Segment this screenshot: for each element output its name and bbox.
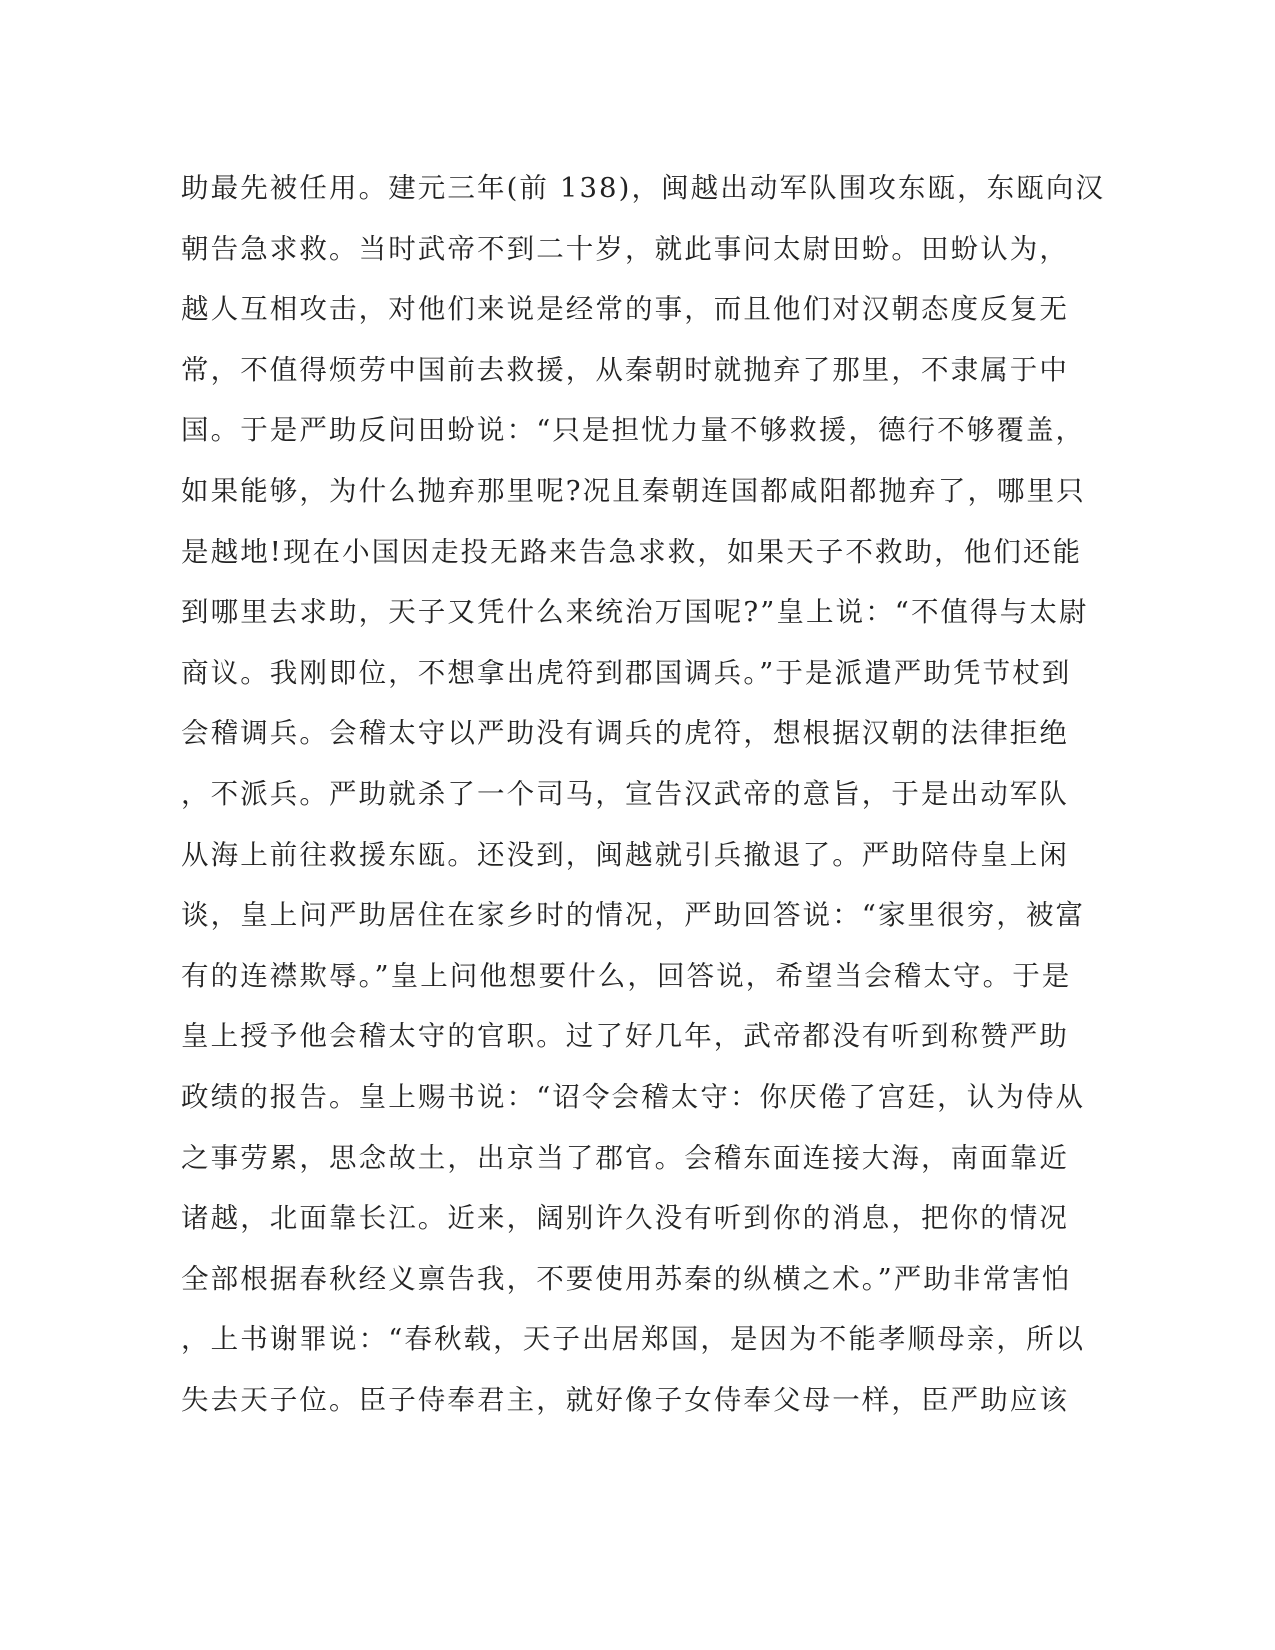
- text-line-4: 常，不值得烦劳中国前去救援，从秦朝时就抛弃了那里，不隶属于中: [181, 353, 1069, 386]
- text-line-10: 会稽调兵。会稽太守以严助没有调兵的虎符，想根据汉朝的法律拒绝: [181, 717, 1069, 750]
- text-line-5: 国。于是严助反问田蚡说：“只是担忧力量不够救援，德行不够覆盖，: [181, 414, 1086, 447]
- text-line-12: 从海上前往救援东瓯。还没到，闽越就引兵撤退了。严助陪侍皇上闲: [181, 838, 1069, 871]
- text-line-3: 越人互相攻击，对他们来说是经常的事，而且他们对汉朝态度反复无: [181, 293, 1069, 326]
- text-line-19: 全部根据春秋经义禀告我，不要使用苏秦的纵横之术。”严助非常害怕: [181, 1262, 1072, 1295]
- text-line-18: 诸越，北面靠长江。近来，阔别许久没有听到你的消息，把你的情况: [181, 1202, 1069, 1235]
- text-line-17: 之事劳累，思念故土，出京当了郡官。会稽东面连接大海，南面靠近: [181, 1141, 1069, 1174]
- text-line-8: 到哪里去求助，天子又凭什么来统治万国呢?”皇上说：“不值得与太尉: [181, 596, 1089, 629]
- text-line-11: ，不派兵。严助就杀了一个司马，宣告汉武帝的意旨，于是出动军队: [181, 777, 1069, 810]
- text-line-13: 谈，皇上问严助居住在家乡时的情况，严助回答说：“家里很穷，被富: [181, 899, 1086, 932]
- text-line-6: 如果能够，为什么抛弃那里呢?况且秦朝连国都咸阳都抛弃了，哪里只: [181, 474, 1086, 507]
- text-line-16: 政绩的报告。皇上赐书说：“诏令会稽太守：你厌倦了宫廷，认为侍从: [181, 1080, 1086, 1113]
- text-line-7: 是越地!现在小国因走投无路来告急求救，如果天子不救助，他们还能: [181, 535, 1083, 568]
- text-line-9: 商议。我刚即位，不想拿出虎符到郡国调兵。”于是派遣严助凭节杖到: [181, 656, 1072, 689]
- text-line-1: 助最先被任用。建元三年(前 138)，闽越出动军队围攻东瓯，东瓯向汉: [181, 172, 1106, 204]
- text-line-21: 失去天子位。臣子侍奉君主，就好像子女侍奉父母一样，臣严助应该: [181, 1383, 1069, 1416]
- text-line-15: 皇上授予他会稽太守的官职。过了好几年，武帝都没有听到称赞严助: [181, 1020, 1069, 1053]
- body-text: [181, 158, 1106, 1430]
- text-line-20: ，上书谢罪说：“春秋载，天子出居郑国，是因为不能孝顺母亲，所以: [181, 1323, 1086, 1356]
- text-line-14: 有的连襟欺辱。”皇上问他想要什么，回答说，希望当会稽太守。于是: [181, 959, 1072, 992]
- text-line-2: 朝告急求救。当时武帝不到二十岁，就此事问太尉田蚡。田蚡认为，: [181, 232, 1069, 265]
